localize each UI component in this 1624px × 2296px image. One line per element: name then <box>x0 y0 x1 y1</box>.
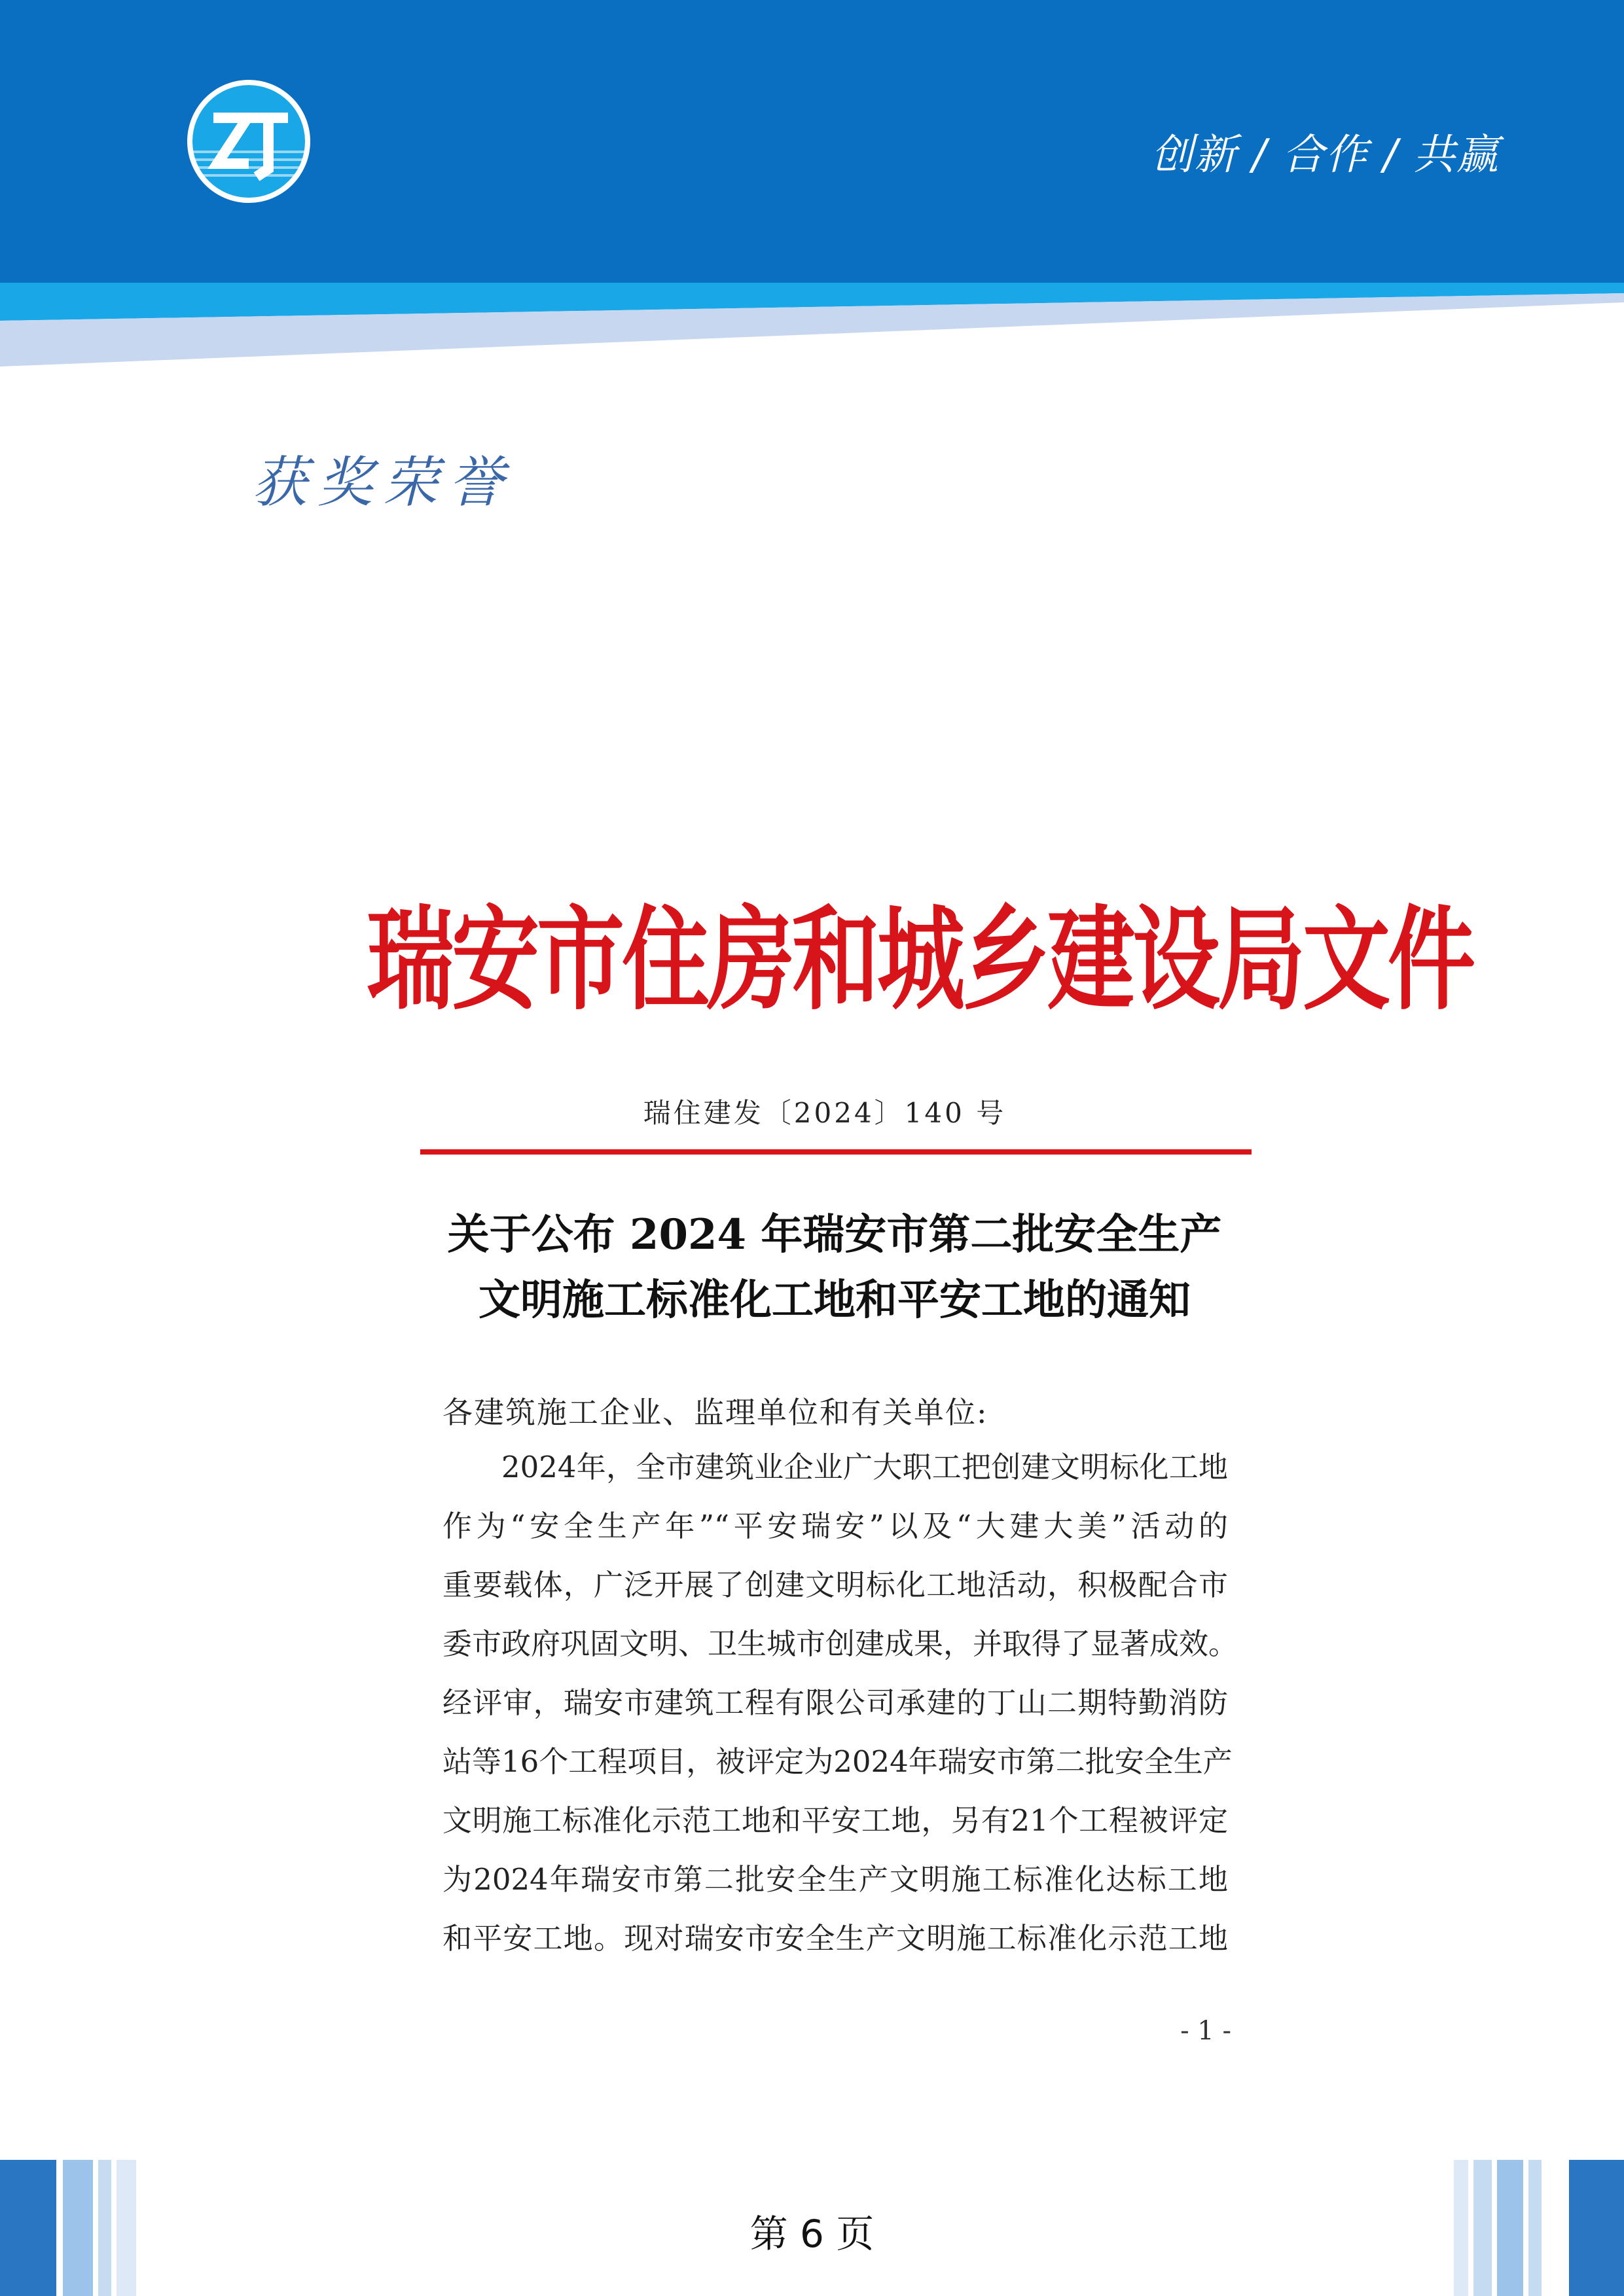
page-number-footer: 第 6 页 <box>749 2212 875 2256</box>
body-line: 文明施工标准化示范工地和平安工地，另有21个工程被评定 <box>442 1803 1228 1838</box>
body-line: 为2024年瑞安市第二批安全生产文明施工标准化达标工地 <box>442 1862 1228 1897</box>
inner-page-number: - 1 - <box>1180 2016 1231 2046</box>
company-slogan: 创新 / 合作 / 共赢 <box>1151 131 1500 179</box>
body-line: 作为“安全生产年”“平安瑞安”以及“大建大美”活动的 <box>442 1509 1228 1543</box>
body-line: 和平安工地。现对瑞安市安全生产文明施工标准化示范工地 <box>442 1921 1228 1956</box>
body-line: 重要载体，广泛开展了创建文明标化工地活动，积极配合市 <box>442 1568 1228 1602</box>
body-line: 经评审，瑞安市建筑工程有限公司承建的丁山二期特勤消防 <box>442 1685 1228 1720</box>
company-logo <box>185 77 313 206</box>
section-title: 获奖荣誉 <box>252 450 514 514</box>
body-line: 站等16个工程项目，被评定为2024年瑞安市第二批安全生产 <box>442 1744 1233 1779</box>
body-line: 2024年，全市建筑业企业广大职工把创建文明标化工地 <box>501 1450 1228 1484</box>
issuer-header: 瑞安市住房和城乡建设局文件 <box>367 893 1473 1026</box>
document-number: 瑞住建发〔2024〕140 号 <box>643 1097 1007 1129</box>
red-divider <box>420 1149 1252 1155</box>
salutation: 各建筑施工企业、监理单位和有关单位: <box>442 1395 988 1430</box>
body-line: 委市政府巩固文明、卫生城市创建成果，并取得了显著成效。 <box>442 1626 1238 1661</box>
notice-title-line-1: 关于公布 2024 年瑞安市第二批安全生产 <box>447 1210 1222 1259</box>
notice-title-line-2: 文明施工标准化工地和平安工地的通知 <box>478 1276 1191 1325</box>
